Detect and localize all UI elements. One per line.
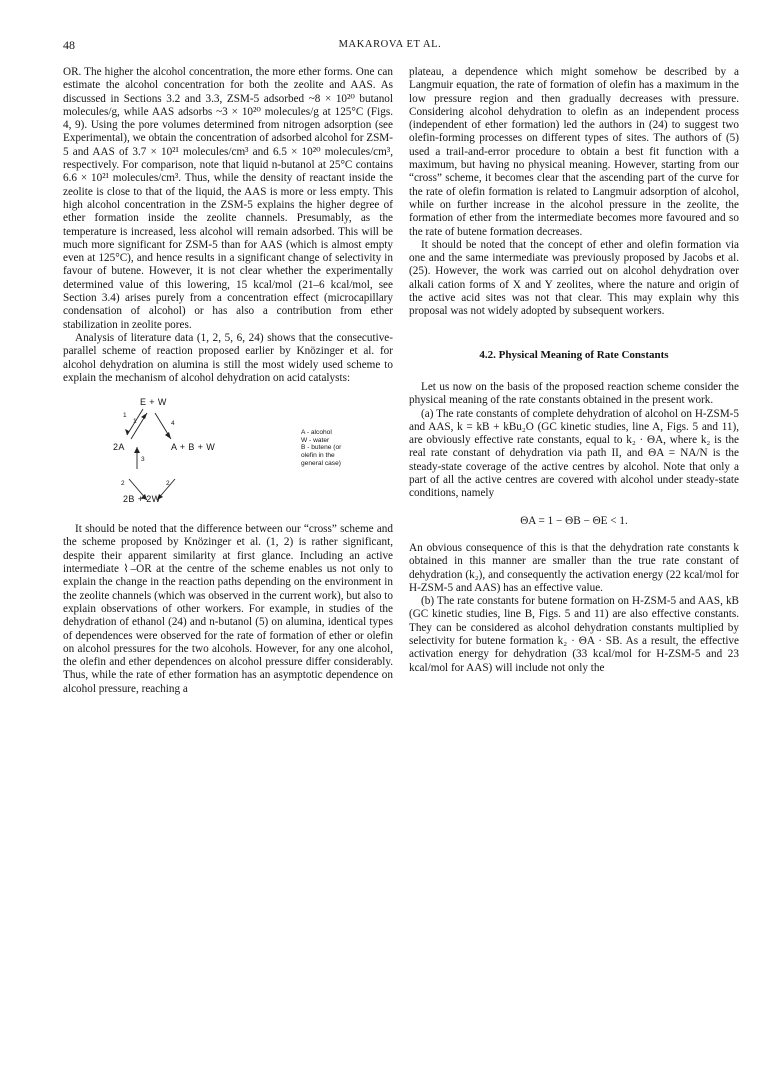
scheme-alcohol-butene-water: A + B + W [171,442,216,453]
scheme-step-2: 2 [121,480,125,488]
right-paragraph-5: An obvious consequence of this is that the dehydration rate constants k obtained in this manner are smaller than the true rate constant of dehydration (k₂), and consequently the activation energy (22 kcal/mol for H-ZSM-5 and AAS) has an effective value. [409,541,739,594]
right-column [409,66,739,675]
legend-line: olefin in the [301,451,335,459]
legend-line: general case) [301,459,341,467]
scheme-step-2b: 2 [166,480,170,488]
scheme-step-3: 3 [141,456,145,464]
legend-line: B - butene (or [301,444,342,452]
scheme-ether-water: E + W [140,397,167,408]
section-title: 4.2. Physical Meaning of Rate Constants [479,348,669,361]
scheme-two-alcohol: 2A [113,442,125,453]
right-paragraph-2: It should be noted that the concept of ether and olefin formation via one and the same intermediate was previously proposed by Jacobs et al. (25). However, the work was carried out on alcohol dehydration over alkali cation forms of X and Y zeolites, where the nature and origin of the active acid sites was not that clear. This may explain why this proposal was not widely adopted by subsequent workers. [409,238,739,318]
scheme-legend [301,429,341,467]
right-paragraph-6: (b) The rate constants for butene formation on H-ZSM-5 and AAS, kB (GC kinetic studies, line B, Figs. 5 and 11) are also effective constants. They can be considered as alcohol dehydration constants multiplied by selectivity for butene formation k₂ · ΘA · SB. As a result, the effective activation energy for dehydration (33 kcal/mol for H-ZSM-5 and 23 kcal/mol for AAS) will include not only the [409,595,739,674]
right-paragraph-4: (a) The rate constants of complete dehydration of alcohol on H-ZSM-5 and AAS, k = kB + kBu₂O (GC kinetic studies, line A, Figs. 5 and 11), are obviously effective rate constants, equal to k₂ · ΘA, where k₂ is the real rate constant of dehydration via path II, and ΘA = NA/N is the steady-state coverage of the active centres by alcohol. Note that only a part of all the active centres are covered with alcohol under steady-state conditions, namely [409,407,739,500]
scheme-step-1b: 1 [133,418,137,426]
coverage-equation: ΘA = 1 − ΘB − ΘE < 1. [520,514,628,527]
scheme-step-4: 4 [171,420,175,428]
reaction-scheme [63,395,393,515]
left-paragraph-1: OR. The higher the alcohol concentration, the more ether forms. One can estimate the alcohol concentration for both the zeolite and AAS. As discussed in Sections 3.2 and 3.3, ZSM-5 adsorbed ~8 × 10²⁰ butanol molecules/g, while AAS adsorbs ~3 × 10²⁰ molecules/g at 125°C (Figs. 4, 9). Using the pore volumes determined from nitrogen adsorption (see Experimental), we obtain the concentration of adsorbed alcohol for ZSM-5 and AAS of 3.7 × 10²¹ molecules/cm³ and 6.5 × 10²⁰ molecules/cm³, respectively. For comparison, note that liquid n-butanol at 25°C contains 6.6 × 10²¹ molecules/cm³. Thus, while the density of reactant inside the zeolite is close to that of the liquid, the AAS is more or less empty. This high alcohol concentration in the ZSM-5 explains the higher degree of ether formation inside the zeolite channels. Presumably, as the temperature is increased, less alcohol will remain adsorbed. This will be much more significant for ZSM-5 than for AAS (which is almost empty even at 125°C), and hence results in a significant change of selectivity in favour of butene. However, it is not clear whether the experimentally determined value of this lowering, 15 kcal/mol (21–6 kcal/mol, see Section 3.4) arises purely from a concentration effect (microcapillary condensation of alcohol) or has also a contribution from ether stabilization in zeolite pores. [63,66,393,331]
left-paragraph-3: It should be noted that the difference between our “cross” scheme and the scheme proposed by Knözinger et al. (1, 2) is rather significant, despite their apparent similarity at first glance. Including an active intermediate ⌇–OR at the centre of the scheme enables us not only to explain the change in the reaction paths depending on the environment in the zeolite channels (which was observed in the current work), but also to explain observations of other workers. For example, in studies of the dehydration of ethanol (24) and n-butanol (5) on alumina, identical types of dependences were observed for the rate of formation of ether or olefin on alcohol pressures for the two alcohols. However, for any one alcohol, the olefin and ether dependences on alcohol pressure differ considerably. Thus, while the rate of ether formation has an asymptotic dependence on alcohol pressure, reaching a [63,523,393,695]
right-paragraph-1: plateau, a dependence which might somehow be described by a Langmuir equation, the rate of formation of olefin has a maximum in the low pressure region and then gradually decreases with pressure. Considering alcohol dehydration to olefin as an independent process (independent of ether formation) led the authors in (24) to suggest two olefin-forming processes on different types of sites. The authors of (5) used a trail-and-error procedure to obtain a best fit function with a maximum, but having no physical meaning. However, starting from our “cross” scheme, it becomes clear that the ascending part of the curve for the rate of olefin formation is related to Langmuir adsorption of alcohol, while on further increase in the alcohol pressure in the zeolite, the formation of ether from the intermediate becomes more favoured and so the rate of butene formation decreases. [409,66,739,238]
legend-line: W - water [301,436,330,444]
left-column [63,66,393,696]
legend-line: A - alcohol [301,429,332,437]
scheme-arrows [63,395,393,515]
running-head: MAKAROVA ET AL. [338,39,442,50]
scheme-butene-water: 2B + 2W [123,494,161,505]
right-paragraph-3: Let us now on the basis of the proposed reaction scheme consider the physical meaning of the rate constants obtained in the present work. [409,380,739,407]
scheme-step-1: 1 [123,412,127,420]
page-number: 48 [63,38,75,52]
left-paragraph-2: Analysis of literature data (1, 2, 5, 6, 24) shows that the consecutive-parallel scheme of reaction proposed earlier by Knözinger et al. for alcohol dehydration on alumina is still the most widely used scheme to explain the mechanism of alcohol dehydration on acid catalysts: [63,331,393,384]
